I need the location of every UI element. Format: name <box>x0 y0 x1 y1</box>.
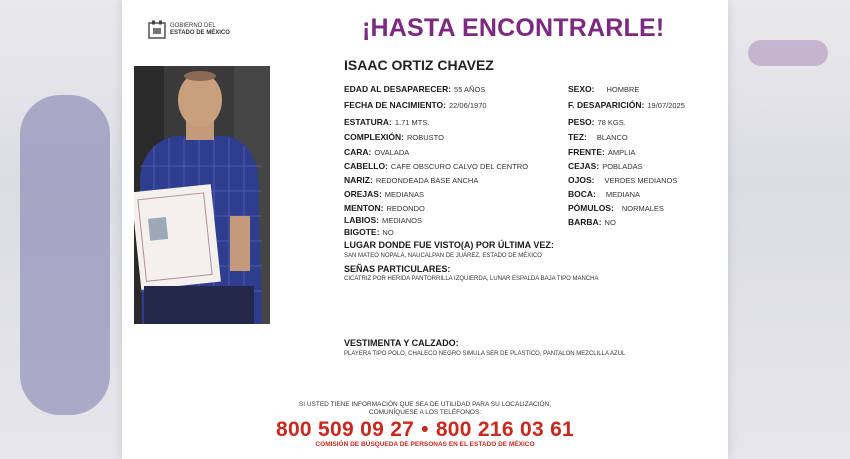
commission-name: COMISIÓN DE BÚSQUEDA DE PERSONAS EN EL ESTADO DE MÉXICO <box>315 441 535 448</box>
field-label: CARA: <box>344 147 372 157</box>
field-value: POBLADAS <box>602 162 643 171</box>
missing-person-poster <box>122 0 728 459</box>
person-name: ISAAC ORTIZ CHAVEZ <box>344 57 494 73</box>
field-face <box>344 147 409 157</box>
headline: ¡HASTA ENCONTRARLE! <box>362 14 665 42</box>
field-label: FRENTE: <box>568 147 605 157</box>
blurred-shape <box>748 40 828 66</box>
field-value: CAFE OBSCURO CALVO DEL CENTRO <box>390 162 529 171</box>
field-hair <box>344 161 528 171</box>
field-label: FECHA DE NACIMIENTO: <box>344 100 446 110</box>
field-value: MEDIANOS <box>381 216 422 225</box>
field-label: OJOS: <box>568 175 595 185</box>
blurred-figure <box>20 95 110 415</box>
field-eyes <box>568 175 677 185</box>
field-value: AMPLIA <box>607 148 636 157</box>
coat-of-arms-icon <box>148 20 166 40</box>
field-value: 1.71 MTS. <box>394 118 430 127</box>
clothing-label: VESTIMENTA Y CALZADO: <box>344 338 459 348</box>
field-label: COMPLEXIÓN: <box>344 132 404 142</box>
field-value: REDONDEADA BASE ANCHA <box>375 176 479 185</box>
logo-line1: GOBIERNO DEL <box>170 23 216 29</box>
person-photo-illustration <box>134 66 270 324</box>
field-value: NO <box>604 218 616 227</box>
field-label: TEZ: <box>568 132 587 142</box>
field-label: F. DESAPARICIÓN: <box>568 100 645 110</box>
field-value: NO <box>382 228 394 237</box>
field-value: ROBUSTO <box>406 133 444 142</box>
field-forehead <box>568 147 635 157</box>
field-weight <box>568 117 626 127</box>
field-label: EDAD AL DESAPARECER: <box>344 84 452 94</box>
contact-note-line2: COMUNÍQUESE A LOS TELÉFONOS: <box>368 409 482 416</box>
blurred-background-left <box>0 0 122 459</box>
field-disappearance-date <box>568 100 685 110</box>
field-value: 22/06/1970 <box>449 101 487 110</box>
field-label: BIGOTE: <box>344 227 380 237</box>
logo-line2: ESTADO DE MÉXICO <box>170 30 230 36</box>
phone-number-2[interactable]: 800 216 03 61 <box>435 418 575 441</box>
field-build <box>344 132 444 142</box>
field-beard <box>568 217 616 227</box>
field-label: CABELLO: <box>344 161 388 171</box>
field-value: 78 KGS. <box>597 118 626 127</box>
field-label: BOCA: <box>568 189 596 199</box>
field-value: BLANCO <box>596 133 628 142</box>
field-ears <box>344 189 424 199</box>
blurred-background-right <box>728 0 850 459</box>
field-value: VERDES MEDIANOS <box>604 176 678 185</box>
field-sex <box>568 84 639 94</box>
phone-separator: • <box>421 418 429 441</box>
field-label: CEJAS: <box>568 161 600 171</box>
field-mustache <box>344 227 394 237</box>
field-label: OREJAS: <box>344 189 382 199</box>
distinctive-marks-label: SEÑAS PARTICULARES: <box>344 264 451 274</box>
field-label: LABIOS: <box>344 215 379 225</box>
field-chin <box>344 203 425 213</box>
phone-number-1[interactable]: 800 509 09 27 <box>275 418 415 441</box>
field-value: OVALADA <box>374 148 410 157</box>
field-value: REDONDO <box>386 204 425 213</box>
field-lips <box>344 215 422 225</box>
field-value: NORMALES <box>621 204 664 213</box>
contact-note-line1: SI USTED TIENE INFORMACIÓN QUE SEA DE UTILIDAD PARA SU LOCALIZACIÓN, <box>298 401 552 408</box>
phone-numbers <box>122 418 728 442</box>
field-label: PESO: <box>568 117 595 127</box>
field-age <box>344 84 485 94</box>
field-label: BARBA: <box>568 217 602 227</box>
field-cheekbones <box>568 203 664 213</box>
last-seen-label: LUGAR DONDE FUE VISTO(A) POR ÚLTIMA VEZ: <box>344 240 554 250</box>
field-value: MEDIANAS <box>384 190 424 199</box>
last-seen-value: SAN MATEO NOPALA, NAUCALPAN DE JUÁREZ, ESTADO DE MÉXICO <box>344 253 542 259</box>
logo-text <box>170 23 230 37</box>
field-label: MENTON: <box>344 203 384 213</box>
field-label: SEXO: <box>568 84 595 94</box>
field-height <box>344 117 429 127</box>
field-nose <box>344 175 478 185</box>
person-photo <box>134 66 270 324</box>
distinctive-marks-value: CICATRIZ POR HERIDA PANTORRILLA IZQUIERDA, LUNAR ESPALDA BAJA TIPO MANCHA <box>344 276 599 282</box>
field-eyebrows <box>568 161 643 171</box>
field-value: 55 AÑOS <box>454 85 486 94</box>
field-birthdate <box>344 100 487 110</box>
field-label: NARIZ: <box>344 175 373 185</box>
field-value: HOMBRE <box>606 85 640 94</box>
field-complexion <box>568 132 628 142</box>
field-value: 19/07/2025 <box>647 101 685 110</box>
government-logo <box>148 20 230 40</box>
field-value: MEDIANA <box>605 190 641 199</box>
field-label: PÓMULOS: <box>568 203 614 213</box>
field-mouth <box>568 189 640 199</box>
field-label: ESTATURA: <box>344 117 392 127</box>
clothing-value: PLAYERA TIPO POLO, CHALECO NEGRO SIMULA SER DE PLASTICO, PANTALON MEZCLILLA AZUL <box>344 351 626 357</box>
